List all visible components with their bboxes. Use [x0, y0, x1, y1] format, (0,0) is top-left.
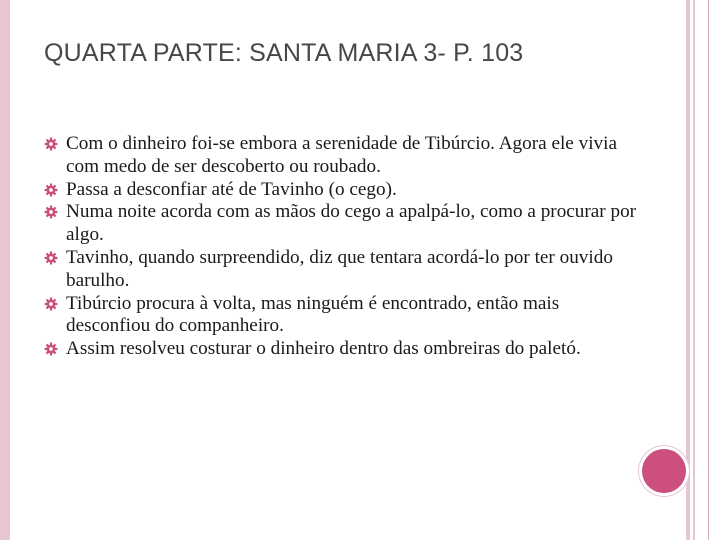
bullet-text: Assim resolveu costurar o dinheiro dentro das ombreiras do paletó. — [66, 338, 581, 360]
right-border-strip — [686, 0, 690, 540]
bullet-list — [44, 133, 644, 361]
left-border-strip — [0, 0, 10, 540]
right-border-line — [708, 0, 709, 540]
gear-icon — [44, 137, 58, 151]
bullet-text: Numa noite acorda com as mãos do cego a apalpá-lo, como a procurar por algo. — [66, 201, 637, 246]
bullet-text: Passa a desconfiar até de Tavinho (o cego). — [66, 178, 397, 200]
gear-icon — [44, 297, 58, 311]
gear-icon — [44, 205, 58, 219]
list-item — [44, 293, 644, 339]
slide-title — [44, 34, 644, 72]
gear-icon — [44, 251, 58, 265]
list-item — [44, 179, 644, 202]
right-border-strip-inner — [693, 0, 695, 540]
bullet-text: Tibúrcio procura à volta, mas ninguém é encontrado, então mais desconfiou do companheiro. — [66, 292, 560, 337]
list-item — [44, 338, 644, 361]
list-item — [44, 247, 644, 293]
bullet-text: Com o dinheiro foi-se embora a serenidade de Tibúrcio. Agora ele vivia com medo de ser descoberto ou roubado. — [66, 133, 617, 177]
title-prefix: QUARTA PARTE: — [44, 39, 243, 67]
list-item — [44, 133, 644, 179]
gear-icon — [44, 342, 58, 356]
list-item — [44, 201, 644, 247]
decorative-circle — [642, 449, 686, 493]
gear-icon — [44, 183, 58, 197]
bullet-text: Tavinho, quando surpreendido, diz que tentara acordá-lo por ter ouvido barulho. — [66, 246, 613, 291]
title-main: SANTA MARIA 3- P. 103 — [242, 39, 524, 67]
